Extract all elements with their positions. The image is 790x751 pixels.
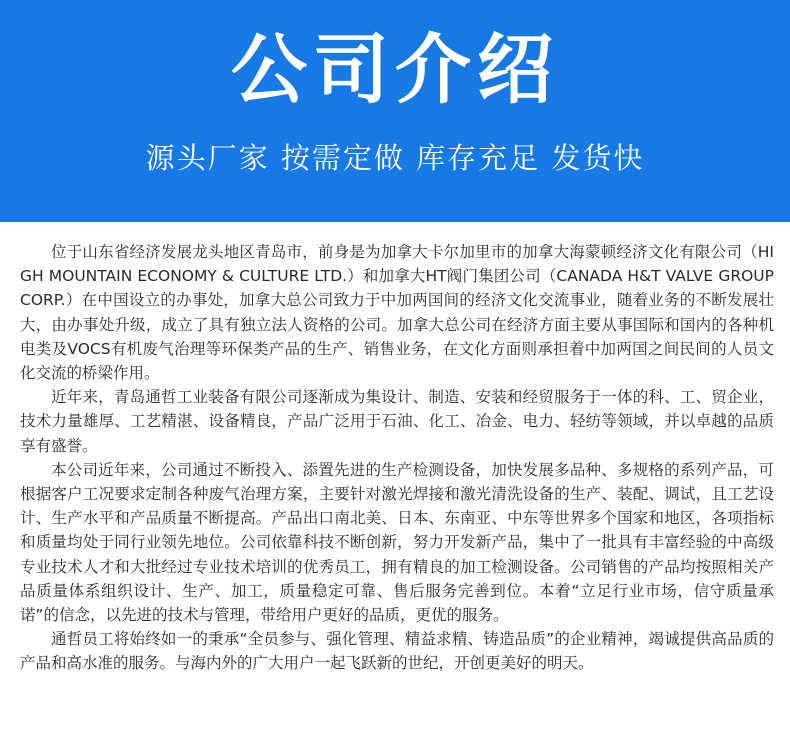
slogan-text: 源头厂家 按需定做 库存充足 发货快 [145,141,645,175]
company-intro-body [20,240,774,676]
intro-paragraph-3: 本公司近年来，公司通过不断投入、添置先进的生产检测设备，加快发展多品种、多规格的系列产品，可根据客户工况要求定制各种废气治理方案，主要针对激光焊接和激光清洗设备的生产、装配、调试，且工艺设计、生产水平和产品质量不断提高。产品出口南北美、日本、东南亚、中东等世界多个国家和地区，各项指标和质量均处于同行业领先地位。公司依靠科技不断创新，努力开发新产品，集中了一批具有丰富经验的中高级专业技术人才和大批经过专业技术培训的优秀员工，拥有精良的加工检测设备。公司销售的产品均按照相关产品质量体系组织设计、生产、加工，质量稳定可靠、售后服务完善到位。本着“立足行业市场，信守质量承诺”的信念，以先进的技术与管理，带给用户更好的品质，更优的服务。 [20,460,774,625]
header-banner [0,0,790,222]
intro-paragraph-4: 通哲员工将始终如一的秉承“全员参与、强化管理、精益求精、铸造品质”的企业精神，竭诚提供高品质的产品和高水准的服务。与海内外的广大用户一起飞跃新的世纪，开创更美好的明天。 [20,630,774,673]
intro-paragraph-1: 位于山东省经济发展龙头地区青岛市，前身是为加拿大卡尔加里市的加拿大海蒙顿经济文化有限公司（HIGH MOUNTAIN ECONOMY & CULTURE LTD.）和加拿大HT阀门集团公司（CANADA H&T VALVE GROUP CORP.）在中国设立的办事处，加拿大总公司致力于中加两国间的经济文化交流事业，随着业务的不断发展壮大，由办事处升级，成立了具有独立法人资格的公司。加拿大总公司在经济方面主要从事国际和国内的各种机电类及VOCS有机废气治理等环保类产品的生产、销售业务，在文化方面则承担着中加两国之间民间的人员文化交流的桥梁作用。 [20,243,774,383]
page-title: 公司介绍 [231,25,559,114]
intro-paragraph-2: 近年来，青岛通哲工业装备有限公司逐渐成为集设计、制造、安装和经贸服务于一体的科、工、贸企业，技术力量雄厚、工艺精湛、设备精良，产品广泛用于石油、化工、冶金、电力、轻纺等领域，并以卓越的品质享有盛誉。 [20,388,774,455]
